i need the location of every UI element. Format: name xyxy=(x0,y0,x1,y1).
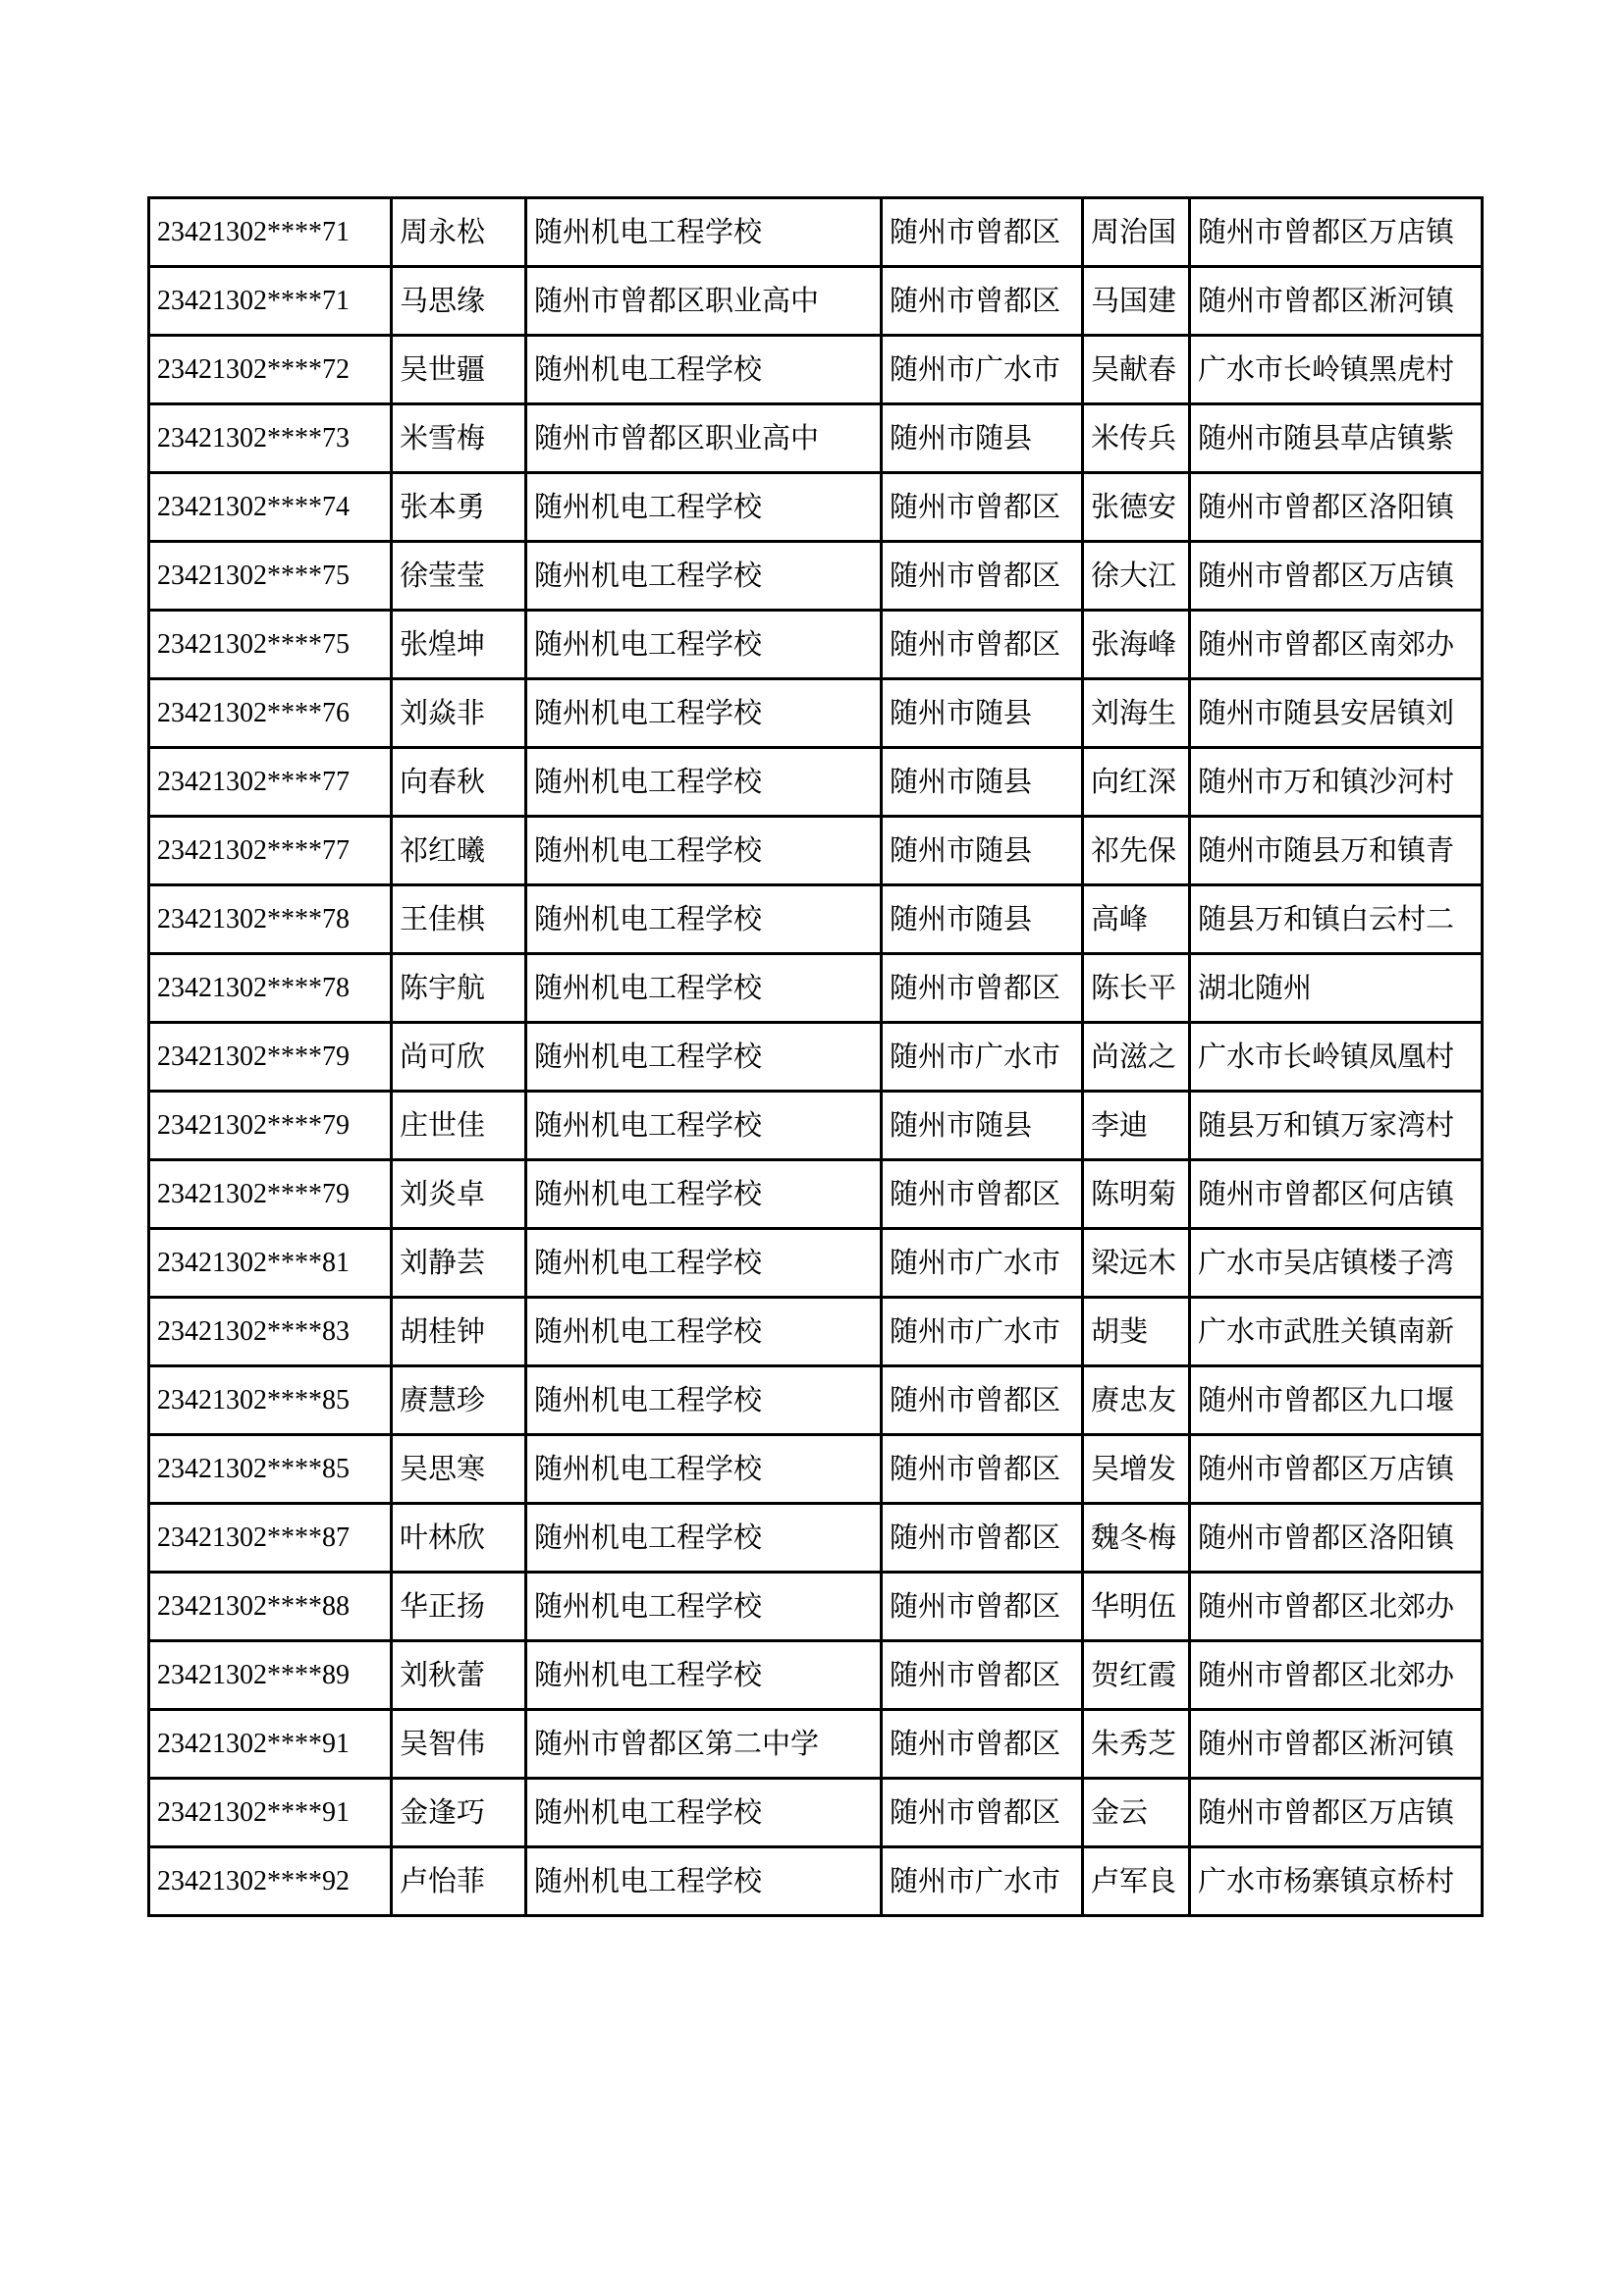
student-id-cell: 23421302****87 xyxy=(149,1504,392,1573)
school-cell: 随州市曾都区第二中学 xyxy=(526,1710,882,1779)
school-cell: 随州机电工程学校 xyxy=(526,1023,882,1092)
address-cell: 湖北随州 xyxy=(1190,954,1483,1023)
address-cell: 随州市曾都区北郊办 xyxy=(1190,1641,1483,1710)
school-cell: 随州机电工程学校 xyxy=(526,1366,882,1435)
region-cell: 随州市随县 xyxy=(882,679,1083,748)
address-cell: 随州市曾都区南郊办 xyxy=(1190,611,1483,679)
school-cell: 随州机电工程学校 xyxy=(526,542,882,611)
school-cell: 随州机电工程学校 xyxy=(526,1435,882,1504)
table-row xyxy=(149,954,1483,1023)
region-cell: 随州市曾都区 xyxy=(882,1160,1083,1229)
student-name-cell: 张煌坤 xyxy=(392,611,526,679)
student-id-cell: 23421302****79 xyxy=(149,1160,392,1229)
student-name-cell: 王佳棋 xyxy=(392,885,526,954)
table-row xyxy=(149,1092,1483,1160)
table-row xyxy=(149,1435,1483,1504)
table-row xyxy=(149,748,1483,817)
guardian-name-cell: 吴增发 xyxy=(1083,1435,1190,1504)
student-name-cell: 刘秋蕾 xyxy=(392,1641,526,1710)
address-cell: 随县万和镇万家湾村 xyxy=(1190,1092,1483,1160)
student-name-cell: 卢怡菲 xyxy=(392,1847,526,1916)
address-cell: 随州市曾都区洛阳镇 xyxy=(1190,1504,1483,1573)
address-cell: 随州市曾都区万店镇 xyxy=(1190,1435,1483,1504)
region-cell: 随州市随县 xyxy=(882,404,1083,473)
records-table xyxy=(147,196,1484,1917)
guardian-name-cell: 贺红霞 xyxy=(1083,1641,1190,1710)
student-id-cell: 23421302****85 xyxy=(149,1435,392,1504)
student-id-cell: 23421302****75 xyxy=(149,611,392,679)
student-name-cell: 徐莹莹 xyxy=(392,542,526,611)
school-cell: 随州机电工程学校 xyxy=(526,1504,882,1573)
school-cell: 随州机电工程学校 xyxy=(526,1298,882,1366)
student-id-cell: 23421302****89 xyxy=(149,1641,392,1710)
school-cell: 随州机电工程学校 xyxy=(526,198,882,267)
table-row xyxy=(149,473,1483,542)
student-name-cell: 尚可欣 xyxy=(392,1023,526,1092)
address-cell: 随州市随县安居镇刘 xyxy=(1190,679,1483,748)
student-name-cell: 刘焱非 xyxy=(392,679,526,748)
region-cell: 随州市曾都区 xyxy=(882,1710,1083,1779)
address-cell: 广水市杨寨镇京桥村 xyxy=(1190,1847,1483,1916)
school-cell: 随州机电工程学校 xyxy=(526,748,882,817)
table-row xyxy=(149,679,1483,748)
school-cell: 随州机电工程学校 xyxy=(526,679,882,748)
region-cell: 随州市曾都区 xyxy=(882,1641,1083,1710)
guardian-name-cell: 尚滋之 xyxy=(1083,1023,1190,1092)
table-row xyxy=(149,1641,1483,1710)
region-cell: 随州市曾都区 xyxy=(882,1573,1083,1641)
region-cell: 随州市曾都区 xyxy=(882,1366,1083,1435)
guardian-name-cell: 高峰 xyxy=(1083,885,1190,954)
guardian-name-cell: 吴献春 xyxy=(1083,336,1190,404)
student-id-cell: 23421302****83 xyxy=(149,1298,392,1366)
region-cell: 随州市曾都区 xyxy=(882,1435,1083,1504)
guardian-name-cell: 祁先保 xyxy=(1083,817,1190,885)
student-name-cell: 陈宇航 xyxy=(392,954,526,1023)
school-cell: 随州机电工程学校 xyxy=(526,336,882,404)
student-id-cell: 23421302****92 xyxy=(149,1847,392,1916)
student-id-cell: 23421302****71 xyxy=(149,267,392,336)
region-cell: 随州市随县 xyxy=(882,885,1083,954)
student-id-cell: 23421302****91 xyxy=(149,1779,392,1847)
guardian-name-cell: 张德安 xyxy=(1083,473,1190,542)
guardian-name-cell: 陈长平 xyxy=(1083,954,1190,1023)
region-cell: 随州市广水市 xyxy=(882,336,1083,404)
student-name-cell: 米雪梅 xyxy=(392,404,526,473)
student-name-cell: 赓慧珍 xyxy=(392,1366,526,1435)
school-cell: 随州机电工程学校 xyxy=(526,1229,882,1298)
address-cell: 随州市曾都区淅河镇 xyxy=(1190,267,1483,336)
guardian-name-cell: 米传兵 xyxy=(1083,404,1190,473)
guardian-name-cell: 马国建 xyxy=(1083,267,1190,336)
student-id-cell: 23421302****88 xyxy=(149,1573,392,1641)
guardian-name-cell: 陈明菊 xyxy=(1083,1160,1190,1229)
address-cell: 广水市武胜关镇南新 xyxy=(1190,1298,1483,1366)
table-row xyxy=(149,198,1483,267)
table-row xyxy=(149,1573,1483,1641)
student-name-cell: 向春秋 xyxy=(392,748,526,817)
student-name-cell: 祁红曦 xyxy=(392,817,526,885)
guardian-name-cell: 华明伍 xyxy=(1083,1573,1190,1641)
student-id-cell: 23421302****78 xyxy=(149,885,392,954)
region-cell: 随州市广水市 xyxy=(882,1298,1083,1366)
address-cell: 随州市曾都区九口堰 xyxy=(1190,1366,1483,1435)
address-cell: 随州市随县万和镇青 xyxy=(1190,817,1483,885)
region-cell: 随州市随县 xyxy=(882,1092,1083,1160)
region-cell: 随州市曾都区 xyxy=(882,542,1083,611)
guardian-name-cell: 魏冬梅 xyxy=(1083,1504,1190,1573)
school-cell: 随州机电工程学校 xyxy=(526,1160,882,1229)
table-row xyxy=(149,336,1483,404)
region-cell: 随州市广水市 xyxy=(882,1229,1083,1298)
student-name-cell: 刘静芸 xyxy=(392,1229,526,1298)
student-id-cell: 23421302****85 xyxy=(149,1366,392,1435)
school-cell: 随州机电工程学校 xyxy=(526,1641,882,1710)
guardian-name-cell: 卢军良 xyxy=(1083,1847,1190,1916)
student-name-cell: 吴思寒 xyxy=(392,1435,526,1504)
region-cell: 随州市广水市 xyxy=(882,1023,1083,1092)
school-cell: 随州机电工程学校 xyxy=(526,1573,882,1641)
school-cell: 随州机电工程学校 xyxy=(526,1847,882,1916)
table-row xyxy=(149,1710,1483,1779)
student-id-cell: 23421302****74 xyxy=(149,473,392,542)
guardian-name-cell: 赓忠友 xyxy=(1083,1366,1190,1435)
region-cell: 随州市随县 xyxy=(882,748,1083,817)
table-row xyxy=(149,611,1483,679)
student-name-cell: 张本勇 xyxy=(392,473,526,542)
school-cell: 随州机电工程学校 xyxy=(526,473,882,542)
table-row xyxy=(149,1023,1483,1092)
student-id-cell: 23421302****79 xyxy=(149,1092,392,1160)
table-row xyxy=(149,1366,1483,1435)
address-cell: 随州市曾都区北郊办 xyxy=(1190,1573,1483,1641)
guardian-name-cell: 梁远木 xyxy=(1083,1229,1190,1298)
student-name-cell: 胡桂钟 xyxy=(392,1298,526,1366)
guardian-name-cell: 张海峰 xyxy=(1083,611,1190,679)
table-row xyxy=(149,267,1483,336)
table-row xyxy=(149,404,1483,473)
guardian-name-cell: 李迪 xyxy=(1083,1092,1190,1160)
student-name-cell: 庄世佳 xyxy=(392,1092,526,1160)
table-row xyxy=(149,817,1483,885)
region-cell: 随州市曾都区 xyxy=(882,198,1083,267)
address-cell: 随州市随县草店镇紫 xyxy=(1190,404,1483,473)
region-cell: 随州市随县 xyxy=(882,817,1083,885)
student-name-cell: 华正扬 xyxy=(392,1573,526,1641)
region-cell: 随州市曾都区 xyxy=(882,1504,1083,1573)
guardian-name-cell: 向红深 xyxy=(1083,748,1190,817)
student-name-cell: 叶林欣 xyxy=(392,1504,526,1573)
school-cell: 随州机电工程学校 xyxy=(526,1779,882,1847)
student-id-cell: 23421302****71 xyxy=(149,198,392,267)
guardian-name-cell: 胡斐 xyxy=(1083,1298,1190,1366)
student-id-cell: 23421302****76 xyxy=(149,679,392,748)
region-cell: 随州市曾都区 xyxy=(882,611,1083,679)
student-id-cell: 23421302****91 xyxy=(149,1710,392,1779)
student-id-cell: 23421302****79 xyxy=(149,1023,392,1092)
table-row xyxy=(149,1847,1483,1916)
school-cell: 随州机电工程学校 xyxy=(526,954,882,1023)
table-row xyxy=(149,885,1483,954)
school-cell: 随州机电工程学校 xyxy=(526,885,882,954)
student-id-cell: 23421302****77 xyxy=(149,748,392,817)
address-cell: 广水市长岭镇凤凰村 xyxy=(1190,1023,1483,1092)
table-row xyxy=(149,1504,1483,1573)
student-name-cell: 马思缘 xyxy=(392,267,526,336)
address-cell: 广水市吴店镇楼子湾 xyxy=(1190,1229,1483,1298)
table-row xyxy=(149,1779,1483,1847)
guardian-name-cell: 金云 xyxy=(1083,1779,1190,1847)
student-name-cell: 吴世疆 xyxy=(392,336,526,404)
student-name-cell: 吴智伟 xyxy=(392,1710,526,1779)
school-cell: 随州机电工程学校 xyxy=(526,611,882,679)
address-cell: 随州市曾都区何店镇 xyxy=(1190,1160,1483,1229)
student-name-cell: 刘炎卓 xyxy=(392,1160,526,1229)
student-id-cell: 23421302****75 xyxy=(149,542,392,611)
student-id-cell: 23421302****72 xyxy=(149,336,392,404)
student-name-cell: 金逢巧 xyxy=(392,1779,526,1847)
address-cell: 随州市曾都区洛阳镇 xyxy=(1190,473,1483,542)
guardian-name-cell: 周治国 xyxy=(1083,198,1190,267)
guardian-name-cell: 刘海生 xyxy=(1083,679,1190,748)
school-cell: 随州机电工程学校 xyxy=(526,1092,882,1160)
address-cell: 随州市曾都区淅河镇 xyxy=(1190,1710,1483,1779)
region-cell: 随州市曾都区 xyxy=(882,1779,1083,1847)
address-cell: 随州市万和镇沙河村 xyxy=(1190,748,1483,817)
student-id-cell: 23421302****77 xyxy=(149,817,392,885)
table-row xyxy=(149,542,1483,611)
student-id-cell: 23421302****81 xyxy=(149,1229,392,1298)
region-cell: 随州市广水市 xyxy=(882,1847,1083,1916)
table-row xyxy=(149,1298,1483,1366)
address-cell: 随州市曾都区万店镇 xyxy=(1190,542,1483,611)
address-cell: 随州市曾都区万店镇 xyxy=(1190,198,1483,267)
school-cell: 随州机电工程学校 xyxy=(526,817,882,885)
table-row xyxy=(149,1160,1483,1229)
table-row xyxy=(149,1229,1483,1298)
records-body xyxy=(149,198,1483,1916)
region-cell: 随州市曾都区 xyxy=(882,473,1083,542)
guardian-name-cell: 徐大江 xyxy=(1083,542,1190,611)
student-id-cell: 23421302****78 xyxy=(149,954,392,1023)
guardian-name-cell: 朱秀芝 xyxy=(1083,1710,1190,1779)
student-name-cell: 周永松 xyxy=(392,198,526,267)
address-cell: 广水市长岭镇黑虎村 xyxy=(1190,336,1483,404)
school-cell: 随州市曾都区职业高中 xyxy=(526,404,882,473)
student-id-cell: 23421302****73 xyxy=(149,404,392,473)
school-cell: 随州市曾都区职业高中 xyxy=(526,267,882,336)
region-cell: 随州市曾都区 xyxy=(882,954,1083,1023)
address-cell: 随县万和镇白云村二 xyxy=(1190,885,1483,954)
region-cell: 随州市曾都区 xyxy=(882,267,1083,336)
address-cell: 随州市曾都区万店镇 xyxy=(1190,1779,1483,1847)
